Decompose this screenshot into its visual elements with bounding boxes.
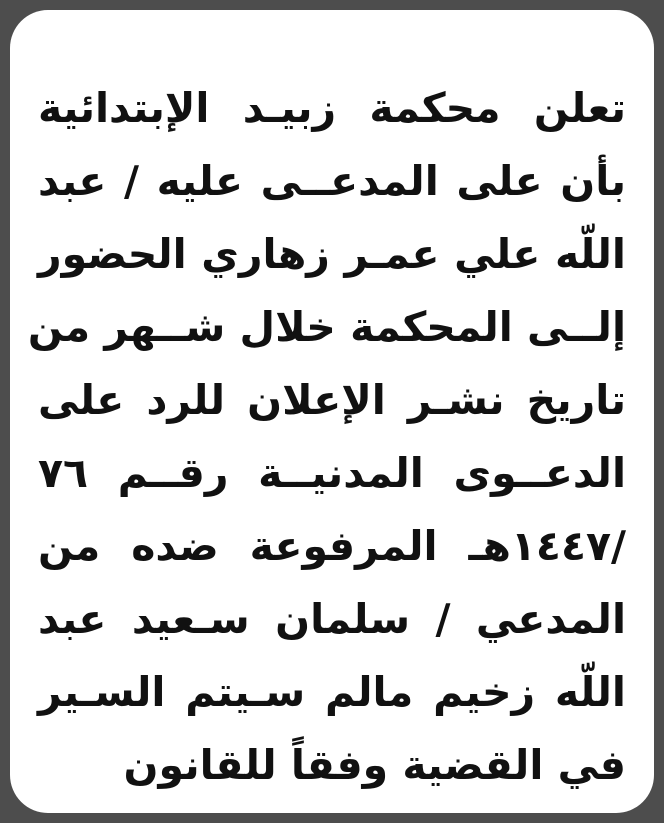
notice-line: اللّه زخيم مالم سـيتم السـير [38, 668, 626, 716]
court-notice-card [10, 10, 654, 813]
notice-line: في القضية وفقاً للقانون [123, 741, 626, 789]
notice-line: اللّه علي عمـر زهاري الحضور [38, 230, 626, 278]
notice-line: المدعي / سلمان سـعيد عبد [38, 595, 626, 643]
notice-line: تعلن محكمة زبيـد الإبتدائية [38, 84, 626, 132]
notice-text [27, 72, 626, 802]
notice-line: إلــى المحكمة خلال شــهر من [27, 303, 626, 351]
notice-line: تاريخ نشـر الإعلان للرد على [38, 376, 626, 424]
notice-line: بأن على المدعــى عليه / عبد [38, 157, 626, 205]
notice-line: الدعــوى المدنيــة رقــم ٧٦ [38, 449, 626, 497]
notice-line: /١٤٤٧هـ المرفوعة ضده من [38, 522, 626, 570]
